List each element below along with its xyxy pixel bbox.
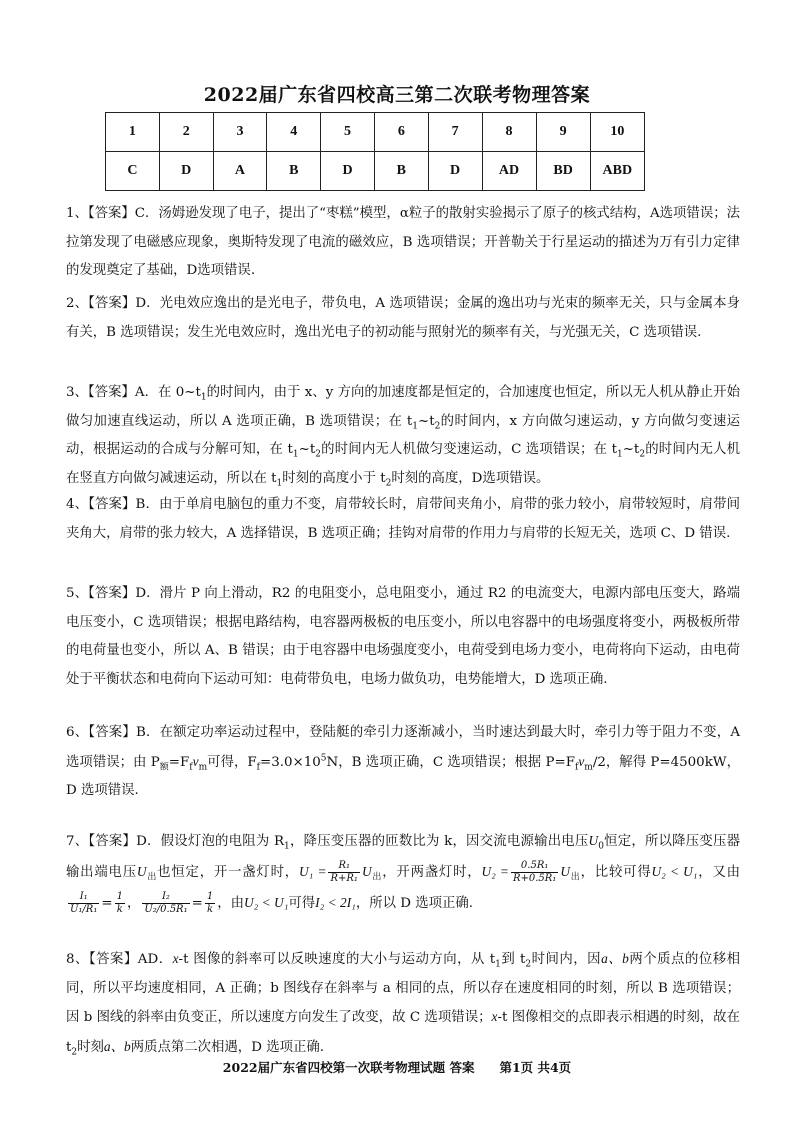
- question-8-explanation: 8、【答案】AD．x-t 图像的斜率可以反映速度的大小与运动方向，从 $t_1$到 $t_2$时间内，因a、b两个质点的位移相同，所以平均速度相同，A 正确；b 图线存在斜率与 a 相同的点，所以存在速度相同的时刻，所以 B 选项错误；因 b 图线的斜率由负变正，所以速度方向发生了改变，故 C 选项错误；x-t 图像相交的点即表示相遇的时刻，故在 $t_2$时刻a、b两质点第二次相遇，D 选项正确.: [66, 951, 741, 1058]
- answer-table: [105, 112, 645, 191]
- page-title: 2022届广东省四校高三第二次联考物理答案: [203, 84, 591, 106]
- answer-cell: D: [321, 152, 375, 191]
- fraction-i1: $\frac{\text{I₁}}{\text{U₁/R₁}}$: [70, 891, 98, 915]
- fraction-half-r1: $\frac{\text{0.5R₁}}{\text{R+0.5R₁}}$: [512, 860, 557, 884]
- answer-cell: B: [267, 152, 321, 191]
- fraction-r1: $\frac{\text{R₁}}{\text{R+R₁}}$: [330, 860, 358, 884]
- question-7-explanation: 7、【答案】D．假设灯泡的电阻为 $R_1$，降压变压器的匝数比为 k，因交流电源输出电压$U_0$恒定，所以降压变压器输出端电压$U_出$也恒定，开一盏灯时，U₁ = $\frac{\text{R₁}}{\text{R+R₁}}$ $U_出$，开两盏灯时，U₂ = $\frac{\text{0.5R₁}}{\text{R+0.5R₁}}$ $U_出$，比较可得U₂ < U₁，又由 $\frac{\text{I₁}}{\text{U₁/R₁}}$ = $\frac{1}{k}$ ， $\frac{\text{I₂}}{\text{U₂/0.5R₁}}$ = $\frac{1}{k}$ ，由U₂ < U₁可得I₂ < 2I₁，所以 D 选项正确.: [66, 833, 741, 915]
- question-2-explanation: 2、【答案】D．光电效应逸出的是光电子，带负电，A 选项错误；金属的逸出功与光束的频率无关，只与金属本身有关，B 选项错误；发生光电效应时，逸出光电子的初动能与照射光的频率有关，与光强无关，C 选项错误.: [66, 296, 740, 340]
- question-number-cell: 2: [159, 113, 213, 152]
- answer-cell: D: [428, 152, 482, 191]
- question-number-cell: 3: [213, 113, 267, 152]
- question-number-cell: 9: [536, 113, 590, 152]
- answer-cell: AD: [482, 152, 536, 191]
- question-4-explanation: 4、【答案】B．由于单肩电脑包的重力不变，肩带较长时，肩带间夹角小，肩带的张力较小，肩带较短时，肩带间夹角大，肩带的张力较大，A 选择错误，B 选项正确；挂钩对肩带的作用力与肩带的长短无关，选项 C、D 错误.: [66, 497, 740, 541]
- answer-cell: ABD: [590, 152, 644, 191]
- question-1-explanation: 1、【答案】C．汤姆逊发现了电子，提出了“枣糕”模型，α粒子的散射实验揭示了原子的核式结构，A选项错误；法拉第发现了电磁感应现象，奥斯特发现了电流的磁效应，B 选项错误；开普勒关于行星运动的描述为万有引力定律的发现奠定了基础，D选项错误.: [66, 206, 740, 278]
- answer-cell: BD: [536, 152, 590, 191]
- question-number-cell: 10: [590, 113, 644, 152]
- question-3-explanation: 3、【答案】A．在 $0\sim t_1$的时间内，由于 x、y 方向的加速度都是恒定的，合加速度也恒定，所以无人机从静止开始做匀加速直线运动，所以 A 选项正确，B 选项错误；在 $t_1\sim t_2$的时间内，x 方向做匀速运动，y 方向做匀变速运动，根据运动的合成与分解可知，在 $t_1\sim t_2$的时间内无人机做匀变速运动，C 选项错误；在 $t_1\sim t_2$的时间内无人机在竖直方向做匀减速运动，所以在 $t_1$时刻的高度小于 $t_2$时刻的高度，D选项错误。: [66, 385, 741, 489]
- answer-cell: C: [106, 152, 160, 191]
- answer-cell: B: [374, 152, 428, 191]
- fraction-i2: $\frac{\text{I₂}}{\text{U₂/0.5R₁}}$: [144, 891, 188, 915]
- fraction-one-over-k: $\frac{1}{k}$: [116, 891, 123, 915]
- question-6-explanation: 6、【答案】B．在额定功率运动过程中，登陆艇的牵引力逐渐减小，当时速达到最大时，牵引力等于阻力不变，A 选项错误；由 $P_额=F_fv_m$可得，$F_f=3.0\times 10^5N$，B 选项正确，C 选项错误；根据 $P=F_fv_m/2$，解得 P=4500kW，D 选项错误.: [66, 725, 740, 798]
- answer-cell: A: [213, 152, 267, 191]
- answer-cell: D: [159, 152, 213, 191]
- answer-table-answer-row: [106, 152, 645, 191]
- page-footer: 2022届广东省四校第一次联考物理试题 答案 第1页 共4页: [222, 1060, 572, 1075]
- question-number-cell: 6: [374, 113, 428, 152]
- question-number-cell: 7: [428, 113, 482, 152]
- question-number-cell: 1: [106, 113, 160, 152]
- question-number-cell: 5: [321, 113, 375, 152]
- fraction-one-over-k-2: $\frac{1}{k}$: [206, 891, 214, 915]
- answer-table-number-row: [106, 113, 645, 152]
- question-number-cell: 4: [267, 113, 321, 152]
- question-5-explanation: 5、【答案】D．滑片 P 向上滑动，R2 的电阻变小，总电阻变小，通过 R2 的电流变大，电源内部电压变大，路端电压变小，C 选项错误；根据电路结构，电容器两极板的电压变小，所以电容器中的电场强度将变小，两极板所带的电荷量也变小，所以 A、B 错误；由于电容器中电场强度变小，电荷受到电场力变小，电荷将向下运动，由电荷处于平衡状态和电荷向下运动可知：电荷带负电，电场力做负功，电势能增大，D 选项正确.: [66, 586, 740, 687]
- question-number-cell: 8: [482, 113, 536, 152]
